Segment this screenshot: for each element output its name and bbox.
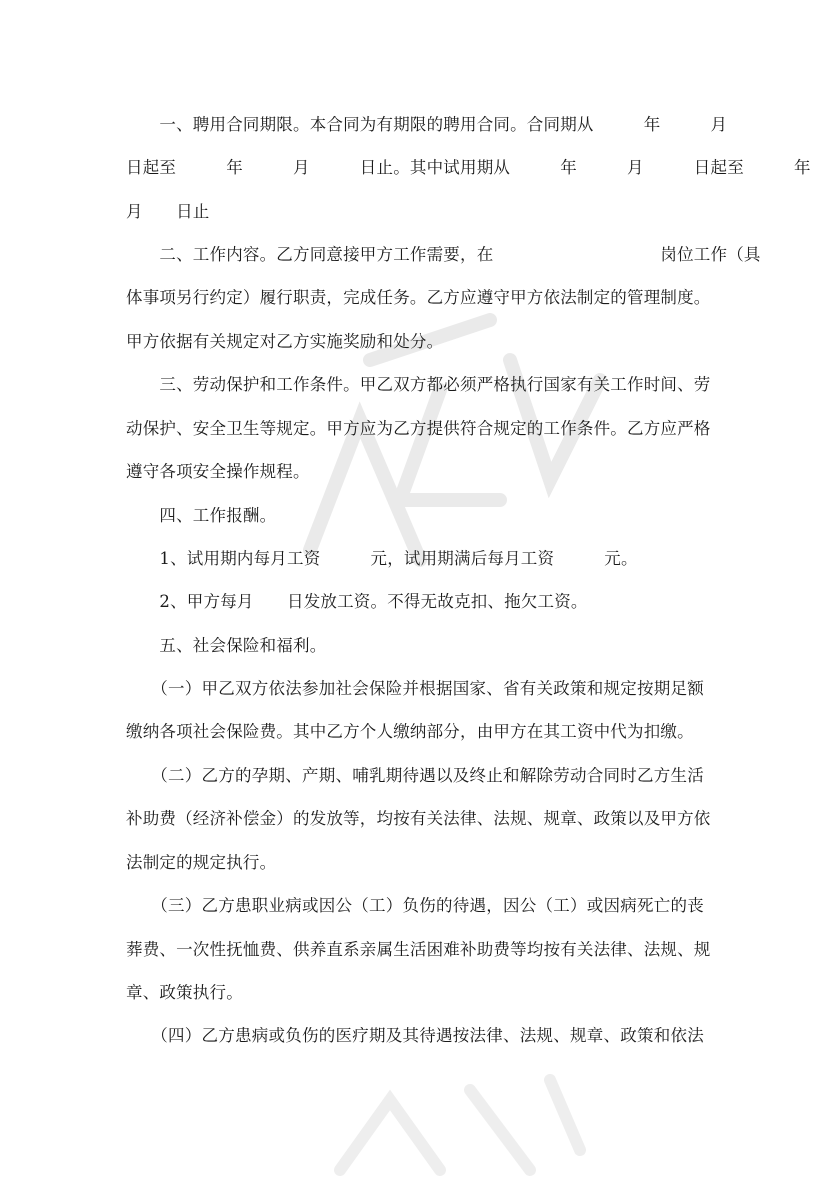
- clause-5-3-line-1: （三）乙方患职业病或因公（工）负伤的待遇，因公（工）或因病死亡的丧: [126, 896, 704, 915]
- clause-5-3-line-3: 章、政策执行。: [126, 983, 243, 1002]
- clause-5-1-line-1: （一）甲乙双方依法参加社会保险并根据国家、省有关政策和规定按期足额: [126, 679, 704, 698]
- paragraph-1-line-2: 日起至 年 月 日止。其中试用期从 年 月 日起至 年: [126, 158, 811, 177]
- clause-5-1-line-2: 缴纳各项社会保险费。其中乙方个人缴纳部分，由甲方在其工资中代为扣缴。: [126, 722, 694, 741]
- paragraph-1-line-3: 月 日止: [126, 202, 210, 221]
- section-4-heading: 四、工作报酬。: [126, 506, 277, 525]
- section-5-heading: 五、社会保险和福利。: [126, 636, 327, 655]
- clause-5-2-line-1: （二）乙方的孕期、产期、哺乳期待遇以及终止和解除劳动合同时乙方生活: [126, 766, 704, 785]
- paragraph-2-line-2: 体事项另行约定）履行职责，完成任务。乙方应遵守甲方依法制定的管理制度。: [126, 288, 711, 307]
- paragraph-2-line-1: 二、工作内容。乙方同意接甲方工作需要，在 岗位工作（具: [126, 245, 761, 264]
- paragraph-3-line-1: 三、劳动保护和工作条件。甲乙双方都必须严格执行国家有关工作时间、劳: [126, 375, 711, 394]
- paragraph-3-line-3: 遵守各项安全操作规程。: [126, 462, 310, 481]
- clause-5-2-line-2: 补助费（经济补偿金）的发放等，均按有关法律、法规、规章、政策以及甲方依: [126, 809, 711, 828]
- clause-5-4-line-1: （四）乙方患病或负伤的医疗期及其待遇按法律、法规、规章、政策和依法: [126, 1026, 704, 1045]
- watermark-seal-graphic-bottom: [300, 1060, 600, 1180]
- paragraph-3-line-2: 动保护、安全卫生等规定。甲方应为乙方提供符合规定的工作条件。乙方应严格: [126, 419, 711, 438]
- clause-5-3-line-2: 葬费、一次性抚恤费、供养直系亲属生活困难补助费等均按有关法律、法规、规: [126, 940, 711, 959]
- salary-clause: 1、试用期内每月工资 元，试用期满后每月工资 元。: [126, 549, 638, 568]
- payday-clause: 2、甲方每月 日发放工资。不得无故克扣、拖欠工资。: [126, 592, 588, 611]
- paragraph-2-line-3: 甲方依据有关规定对乙方实施奖励和处分。: [126, 332, 444, 351]
- paragraph-1-line-1: 一、聘用合同期限。本合同为有期限的聘用合同。合同期从 年 月: [126, 115, 728, 134]
- clause-5-2-line-3: 法制定的规定执行。: [126, 853, 277, 872]
